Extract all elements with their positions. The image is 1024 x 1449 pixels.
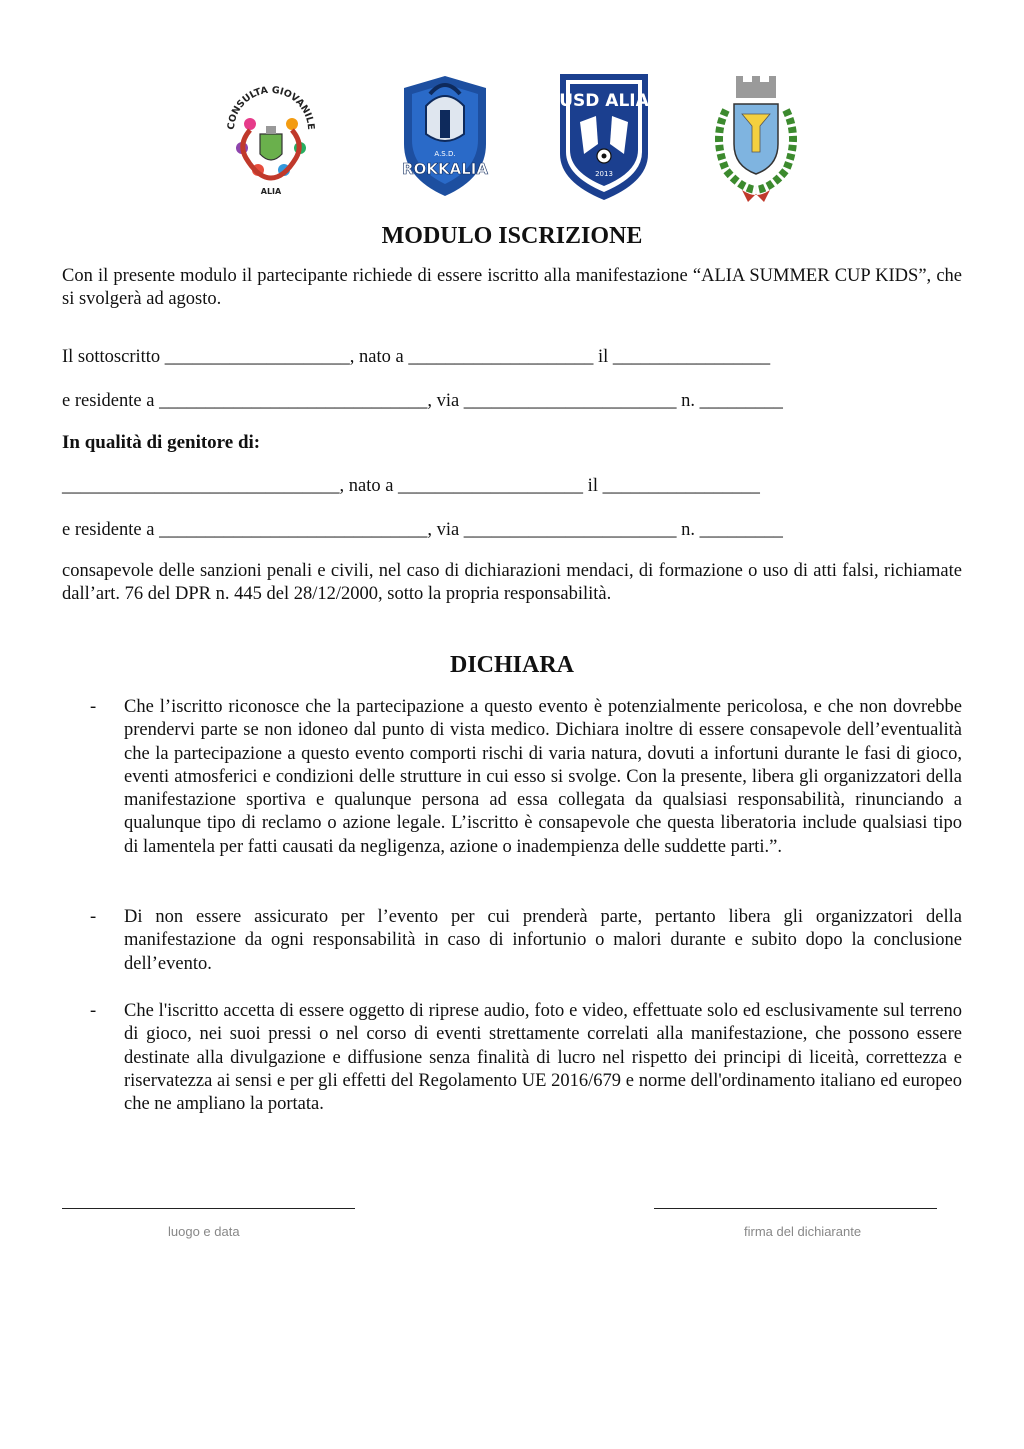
bullet-dash: - bbox=[90, 907, 97, 927]
alia-coat-of-arms bbox=[704, 74, 808, 204]
usd-alia-logo bbox=[556, 70, 652, 202]
rokkalia-logo bbox=[396, 74, 494, 198]
dichiara-title: DICHIARA bbox=[449, 652, 574, 678]
svg-text:ALIA: ALIA bbox=[260, 187, 282, 196]
svg-text:USD ALIA: USD ALIA bbox=[559, 91, 649, 111]
bullet-dash: - bbox=[90, 697, 97, 717]
dichiara-item-text: Che l'iscritto accetta di essere oggetto di riprese audio, foto e video, effettuate solo ed esclusivamente sul terreno di gioco, nei suoi pressi o nel corso di eventi strettamente correlati alla manifestazione, che possono essere destinate alla divulgazione e diffusione senza finalità di lucro nel rispetto dei principi di liceità, correttezza e riservatezza ai sensi e per gli effetti del Regolamento UE 2016/679 e norme dell'ordinamento italiano ed europeo che ne ampliano la portata. bbox=[124, 1001, 962, 1115]
intro-paragraph: Con il presente modulo il partecipante richiede di essere iscritto alla manifestazione “ALIA SUMMER CUP KIDS”, che si svolgerà ad agosto. bbox=[62, 266, 962, 309]
svg-text:2013: 2013 bbox=[595, 170, 613, 178]
bullet-dash: - bbox=[90, 1001, 97, 1021]
form-line-residenza: e residente a _____________________________, via _______________________ n. _________ bbox=[62, 391, 783, 411]
luogo-data-label: luogo e data bbox=[168, 1224, 240, 1239]
form-line-minore: ______________________________, nato a ____________________ il _________________ bbox=[62, 476, 760, 496]
form-line-sottoscritto: Il sottoscritto ____________________, nato a ____________________ il _________________ bbox=[62, 347, 771, 367]
form-line-residenza-minore: e residente a _____________________________, via _______________________ n. _________ bbox=[62, 520, 783, 540]
firma-signature-line bbox=[654, 1208, 937, 1209]
consulta-giovanile-logo bbox=[222, 78, 320, 198]
firma-label: firma del dichiarante bbox=[744, 1224, 862, 1239]
genitore-heading: In qualità di genitore di: bbox=[62, 432, 261, 453]
dichiara-item-text: Che l’iscritto riconosce che la partecipazione a questo evento è potenzialmente pericolosa, e che non dovrebbe prendervi parte se non idoneo dal punto di vista medico. Dichiara inoltre di essere consapevole dell’eventualità che la partecipazione a questo evento comporti rischi di varia natura, dovuti a infortuni durante le fasi di gioco, eventi atmosferici e condizioni delle strutture in cui esso si svolge. Con la presente, libera gli organizzatori della manifestazione sportiva e qualunque persona ad essa collegata da qualsiasi responsabilità, rinunciando a qualunque tipo di reclamo o azione legale. L’iscritto è consapevole che questa liberatoria include qualsiasi tipo di lamentela per fatti causati da negligenza, azione o inadempienza delle suddette parti.”. bbox=[124, 697, 962, 857]
svg-text:ROKKALIA: ROKKALIA bbox=[402, 160, 488, 178]
dichiara-item-text: Di non essere assicurato per l’evento per cui prenderà parte, pertanto libera gli organizzatori della manifestazione da ogni responsabilità in caso di infortunio o malori durante e subito dopo la conclusione dell’evento. bbox=[124, 907, 962, 974]
svg-text:A.S.D.: A.S.D. bbox=[434, 150, 456, 158]
form-title: MODULO ISCRIZIONE bbox=[381, 223, 643, 249]
luogo-data-signature-line bbox=[62, 1208, 355, 1209]
svg-text:CONSULTA GIOVANILE: CONSULTA GIOVANILE bbox=[225, 84, 317, 131]
consapevole-paragraph: consapevole delle sanzioni penali e civili, nel caso di dichiarazioni mendaci, di formazione o uso di atti falsi, richiamate dall’art. 76 del DPR n. 445 del 28/12/2000, sotto la propria responsabilità. bbox=[62, 561, 962, 604]
logo-bar bbox=[0, 70, 1024, 210]
